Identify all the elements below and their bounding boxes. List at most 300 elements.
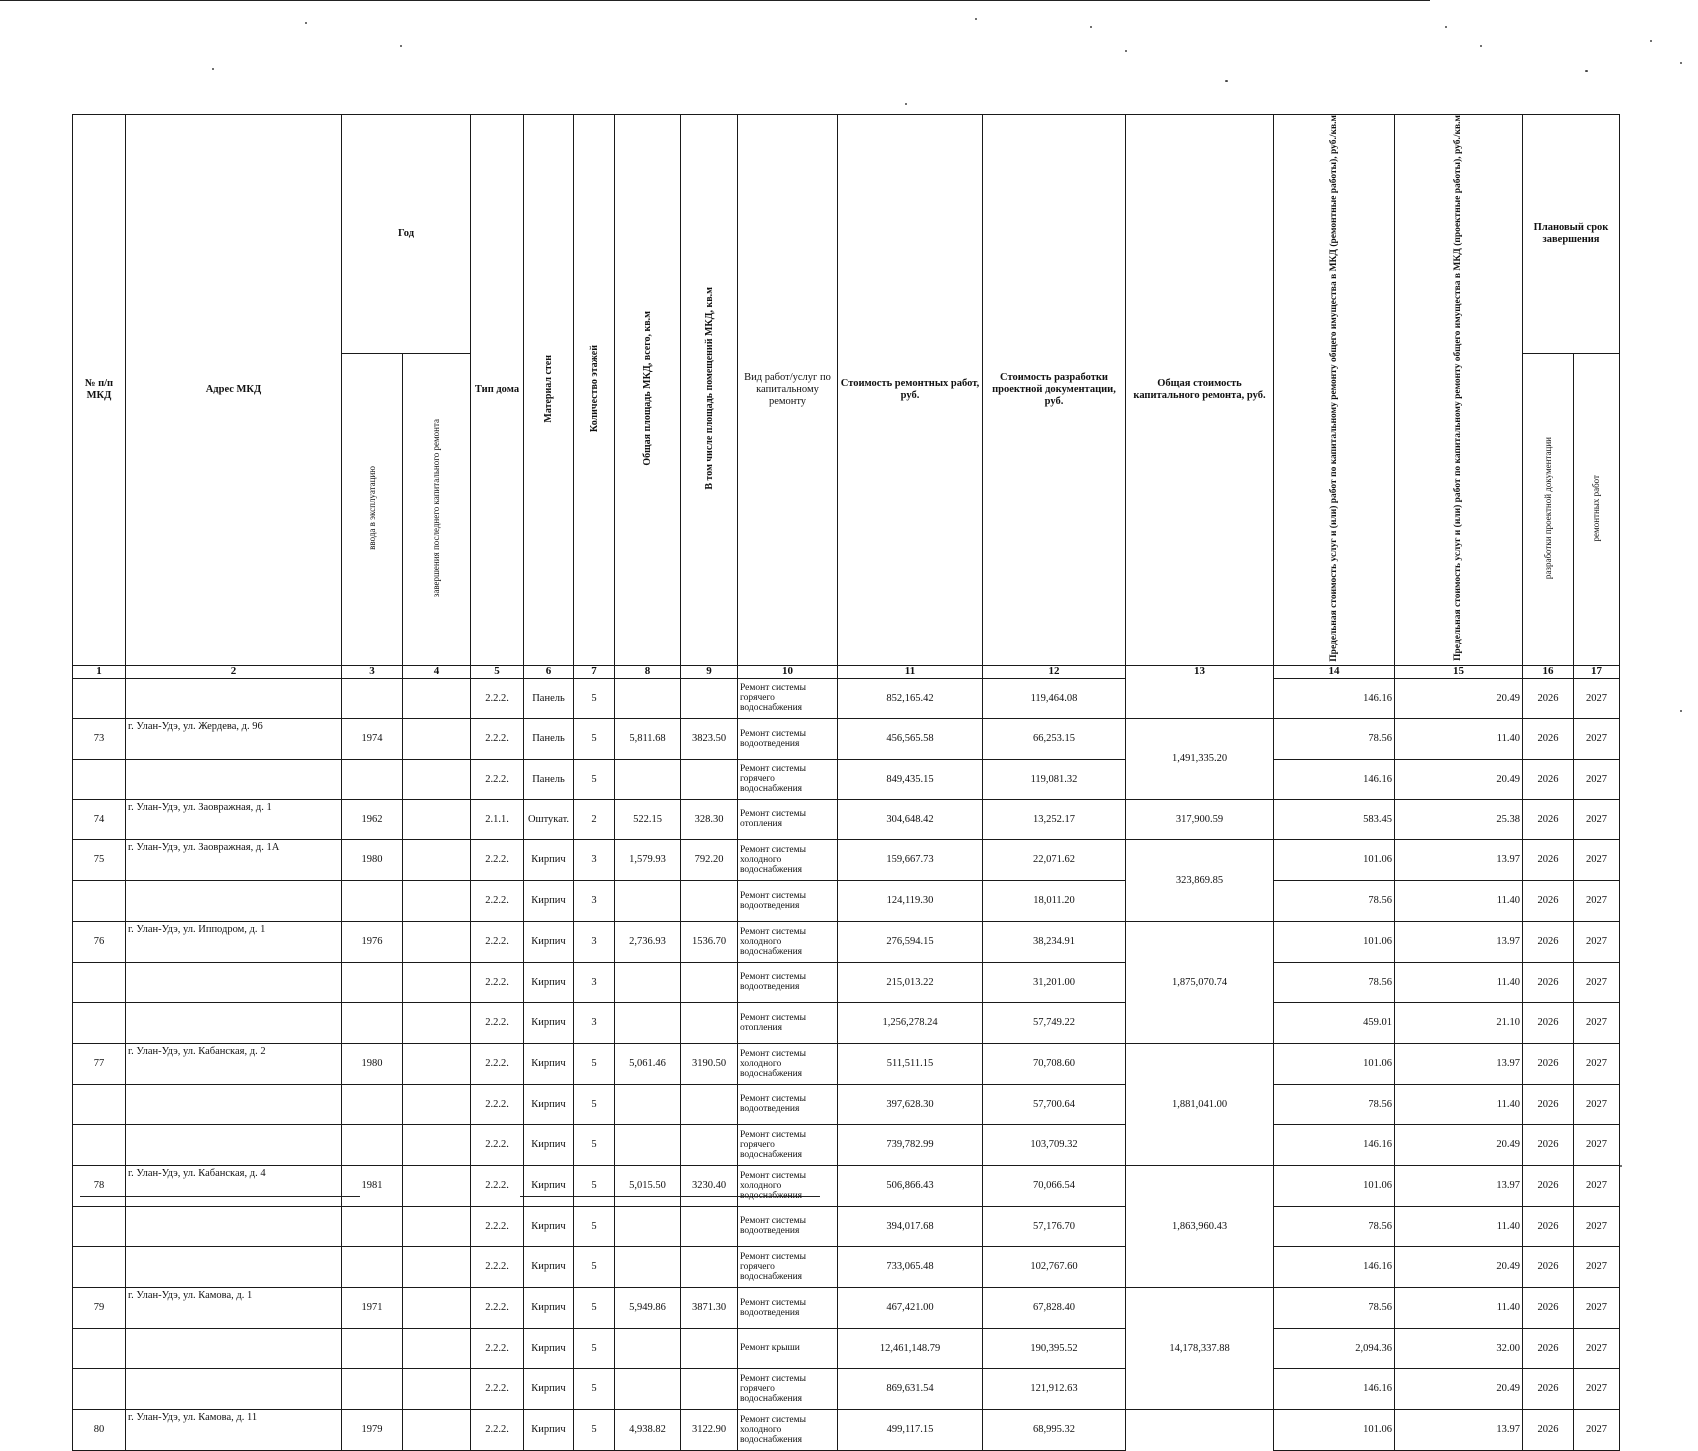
scan-speck [400, 45, 402, 47]
cell-limit-design: 20.49 [1395, 1246, 1523, 1287]
cell-repair-cost: 1,256,278.24 [838, 1002, 983, 1043]
scan-speck [1125, 50, 1127, 52]
cell-year-commissioned: 1962 [342, 799, 403, 839]
cell-house-type: 2.2.2. [471, 718, 524, 759]
cell-limit-design: 11.40 [1395, 962, 1523, 1002]
cell-house-type: 2.2.2. [471, 1328, 524, 1368]
cell-limit-design: 11.40 [1395, 718, 1523, 759]
cell-repair-cost: 739,782.99 [838, 1124, 983, 1165]
cell-wall-material: Кирпич [524, 839, 574, 880]
cell-repair-cost: 499,117.15 [838, 1409, 983, 1450]
index-cell: 5 [471, 665, 524, 678]
cell-repair-cost: 394,017.68 [838, 1206, 983, 1246]
cell-premises-area [681, 759, 738, 799]
cell-floors: 5 [574, 1409, 615, 1450]
cell-repair-cost: 733,065.48 [838, 1246, 983, 1287]
cell-design-cost: 57,176.70 [983, 1206, 1126, 1246]
cell-works-deadline: 2027 [1574, 1043, 1620, 1084]
cell-limit-repair: 101.06 [1274, 1165, 1395, 1206]
cell-year-commissioned [342, 1084, 403, 1124]
cell-limit-design: 11.40 [1395, 1287, 1523, 1328]
col-header-floors [574, 115, 615, 666]
cell-number [73, 1002, 126, 1043]
scan-speck [905, 103, 907, 105]
cell-wall-material: Кирпич [524, 1165, 574, 1206]
cell-limit-repair: 146.16 [1274, 678, 1395, 718]
cell-floors: 5 [574, 1246, 615, 1287]
cell-works-deadline: 2027 [1574, 1409, 1620, 1450]
cell-floors: 3 [574, 839, 615, 880]
header-row [73, 115, 1620, 354]
cell-repair-cost: 467,421.00 [838, 1287, 983, 1328]
cell-last-repair [403, 1328, 471, 1368]
cell-wall-material: Кирпич [524, 1368, 574, 1409]
cell-address [126, 678, 342, 718]
cell-floors: 3 [574, 1002, 615, 1043]
col-subheader-works-deadline-text: ремонтных работ [1591, 474, 1601, 542]
cell-house-type: 2.2.2. [471, 839, 524, 880]
cell-last-repair [403, 1165, 471, 1206]
cell-work-type: Ремонт системы горячего водоснабжения [738, 678, 838, 718]
col-subheader-last-repair-text: завершения последнего капитального ремонта [431, 418, 441, 598]
cell-total-area: 522.15 [615, 799, 681, 839]
cell-last-repair [403, 962, 471, 1002]
cell-design-deadline: 2026 [1523, 1246, 1574, 1287]
cell-floors: 5 [574, 678, 615, 718]
cell-last-repair [403, 1409, 471, 1450]
cell-design-deadline: 2026 [1523, 962, 1574, 1002]
scan-speck [1225, 80, 1228, 82]
cell-works-deadline: 2027 [1574, 921, 1620, 962]
cell-works-deadline: 2027 [1574, 1328, 1620, 1368]
cell-design-cost: 66,253.15 [983, 718, 1126, 759]
cell-year-commissioned: 1980 [342, 839, 403, 880]
cell-wall-material: Кирпич [524, 1328, 574, 1368]
cell-year-commissioned [342, 1206, 403, 1246]
cell-total-area [615, 1206, 681, 1246]
cell-total-area [615, 1368, 681, 1409]
cell-number [73, 1206, 126, 1246]
col-header-limit-repair-text: Предельная стоимость услуг и (или) работ по капитальному ремонту общего имущества в МКД (ремонтные работы), руб./кв.м [1328, 115, 1339, 662]
cell-number [73, 1368, 126, 1409]
cell-house-type: 2.2.2. [471, 1084, 524, 1124]
cell-total-area: 5,949.86 [615, 1287, 681, 1328]
cell-year-commissioned: 1980 [342, 1043, 403, 1084]
cell-floors: 5 [574, 1287, 615, 1328]
cell-floors: 3 [574, 921, 615, 962]
cell-number: 76 [73, 921, 126, 962]
cell-year-commissioned [342, 678, 403, 718]
cell-work-type: Ремонт системы водоотведения [738, 880, 838, 921]
cell-limit-design: 13.97 [1395, 1165, 1523, 1206]
cell-work-type: Ремонт системы холодного водоснабжения [738, 839, 838, 880]
scan-speck [1680, 62, 1682, 64]
cell-premises-area [681, 1206, 738, 1246]
scan-speck [1585, 70, 1588, 72]
col-subheader-design-deadline [1523, 354, 1574, 665]
cell-limit-design: 13.97 [1395, 1409, 1523, 1450]
cell-year-commissioned [342, 880, 403, 921]
cell-year-commissioned [342, 1368, 403, 1409]
cell-design-deadline: 2026 [1523, 1409, 1574, 1450]
cell-premises-area [681, 1368, 738, 1409]
cell-year-commissioned: 1974 [342, 718, 403, 759]
cell-premises-area [681, 962, 738, 1002]
cell-year-commissioned: 1979 [342, 1409, 403, 1450]
cell-last-repair [403, 1206, 471, 1246]
cell-number: 77 [73, 1043, 126, 1084]
index-cell: 3 [342, 665, 403, 678]
cell-last-repair [403, 1084, 471, 1124]
table-row [73, 1246, 1620, 1287]
cell-works-deadline: 2027 [1574, 1368, 1620, 1409]
cell-last-repair [403, 759, 471, 799]
cell-works-deadline: 2027 [1574, 1165, 1620, 1206]
cell-number [73, 880, 126, 921]
cell-house-type: 2.2.2. [471, 1287, 524, 1328]
cell-limit-repair: 78.56 [1274, 718, 1395, 759]
cell-limit-repair: 101.06 [1274, 1409, 1395, 1450]
cell-address [126, 1002, 342, 1043]
cell-house-type: 2.2.2. [471, 880, 524, 921]
cell-year-commissioned [342, 1246, 403, 1287]
cell-design-deadline: 2026 [1523, 759, 1574, 799]
cell-number: 75 [73, 839, 126, 880]
cell-design-cost: 31,201.00 [983, 962, 1126, 1002]
cell-year-commissioned: 1976 [342, 921, 403, 962]
cell-address: г. Улан-Удэ, ул. Кабанская, д. 2 [126, 1043, 342, 1084]
cell-design-deadline: 2026 [1523, 921, 1574, 962]
cell-repair-cost: 869,631.54 [838, 1368, 983, 1409]
cell-total-area [615, 1124, 681, 1165]
cell-number [73, 1084, 126, 1124]
cell-address [126, 1328, 342, 1368]
cell-works-deadline: 2027 [1574, 1002, 1620, 1043]
cell-total-area [615, 759, 681, 799]
cell-repair-cost: 159,667.73 [838, 839, 983, 880]
col-header-limit-design-text: Предельная стоимость услуг и (или) работ по капитальному ремонту общего имущества в МКД (проектные работы), руб./кв.м [1453, 115, 1463, 662]
cell-design-deadline: 2026 [1523, 1002, 1574, 1043]
cell-floors: 5 [574, 1368, 615, 1409]
cell-wall-material: Кирпич [524, 1002, 574, 1043]
table-row [73, 718, 1620, 759]
table-row [73, 1328, 1620, 1368]
cell-last-repair [403, 1043, 471, 1084]
cell-limit-design: 11.40 [1395, 1084, 1523, 1124]
cell-house-type: 2.2.2. [471, 1165, 524, 1206]
col-subheader-commissioned-text: ввода в эксплуатацию [366, 466, 377, 550]
cell-wall-material: Кирпич [524, 1287, 574, 1328]
cell-limit-design: 13.97 [1395, 1043, 1523, 1084]
cell-total-area [615, 1246, 681, 1287]
cell-premises-area: 1536.70 [681, 921, 738, 962]
cell-total-area [615, 678, 681, 718]
scan-speck [1445, 26, 1447, 28]
cell-premises-area: 3823.50 [681, 718, 738, 759]
col-header-total-area [615, 115, 681, 666]
cell-repair-cost: 456,565.58 [838, 718, 983, 759]
cell-premises-area: 792.20 [681, 839, 738, 880]
cell-total-area: 5,015.50 [615, 1165, 681, 1206]
cell-design-deadline: 2026 [1523, 718, 1574, 759]
cell-floors: 5 [574, 1206, 615, 1246]
cell-last-repair [403, 799, 471, 839]
cell-repair-cost: 849,435.15 [838, 759, 983, 799]
cell-wall-material: Кирпич [524, 1409, 574, 1450]
table-row [73, 1368, 1620, 1409]
scan-speck [1680, 710, 1682, 712]
cell-premises-area: 3871.30 [681, 1287, 738, 1328]
cell-limit-design: 11.40 [1395, 1206, 1523, 1246]
index-cell: 8 [615, 665, 681, 678]
cell-design-cost: 121,912.63 [983, 1368, 1126, 1409]
cell-wall-material: Кирпич [524, 1124, 574, 1165]
cell-number [73, 962, 126, 1002]
cell-design-cost: 102,767.60 [983, 1246, 1126, 1287]
index-cell: 1 [73, 665, 126, 678]
cell-work-type: Ремонт системы горячего водоснабжения [738, 1368, 838, 1409]
cell-last-repair [403, 921, 471, 962]
cell-house-type: 2.1.1. [471, 799, 524, 839]
cell-design-deadline: 2026 [1523, 1287, 1574, 1328]
cell-total-area: 2,736.93 [615, 921, 681, 962]
cell-address [126, 1084, 342, 1124]
cell-number [73, 1328, 126, 1368]
table-row [73, 1002, 1620, 1043]
cell-design-cost: 57,700.64 [983, 1084, 1126, 1124]
cell-floors: 5 [574, 1043, 615, 1084]
cell-repair-cost: 124,119.30 [838, 880, 983, 921]
cell-works-deadline: 2027 [1574, 1084, 1620, 1124]
cell-work-type: Ремонт системы водоотведения [738, 1287, 838, 1328]
cell-wall-material: Кирпич [524, 1246, 574, 1287]
cell-year-commissioned [342, 1328, 403, 1368]
table-row [73, 839, 1620, 880]
cell-design-deadline: 2026 [1523, 678, 1574, 718]
cell-number: 79 [73, 1287, 126, 1328]
cell-number: 73 [73, 718, 126, 759]
cell-design-cost: 119,464.08 [983, 678, 1126, 718]
cell-wall-material: Панель [524, 678, 574, 718]
cell-total-area: 1,579.93 [615, 839, 681, 880]
cell-repair-cost: 397,628.30 [838, 1084, 983, 1124]
index-row [73, 665, 1620, 678]
cell-address [126, 880, 342, 921]
col-header-house-type: Тип дома [471, 115, 524, 666]
cell-work-type: Ремонт системы холодного водоснабжения [738, 1165, 838, 1206]
cell-number [73, 759, 126, 799]
cell-works-deadline: 2027 [1574, 718, 1620, 759]
col-subheader-last-repair [403, 354, 471, 665]
cell-wall-material: Кирпич [524, 1206, 574, 1246]
col-subheader-design-deadline-text: разработки проектной документации [1542, 436, 1553, 580]
cell-address [126, 1368, 342, 1409]
cell-limit-repair: 146.16 [1274, 1246, 1395, 1287]
cell-design-deadline: 2026 [1523, 1165, 1574, 1206]
cell-repair-cost: 506,866.43 [838, 1165, 983, 1206]
cell-address: г. Улан-Удэ, ул. Кабанская, д. 4 [126, 1165, 342, 1206]
cell-premises-area: 3122.90 [681, 1409, 738, 1450]
cell-total-area: 5,061.46 [615, 1043, 681, 1084]
cell-house-type: 2.2.2. [471, 921, 524, 962]
cell-floors: 2 [574, 799, 615, 839]
cell-limit-repair: 2,094.36 [1274, 1328, 1395, 1368]
cell-wall-material: Кирпич [524, 962, 574, 1002]
cell-wall-material: Кирпич [524, 921, 574, 962]
cell-premises-area: 3190.50 [681, 1043, 738, 1084]
cell-limit-repair: 78.56 [1274, 1287, 1395, 1328]
cell-wall-material: Панель [524, 718, 574, 759]
cell-limit-repair: 78.56 [1274, 880, 1395, 921]
cell-work-type: Ремонт системы отопления [738, 799, 838, 839]
cell-last-repair [403, 1002, 471, 1043]
col-header-year: Год [342, 115, 471, 354]
cell-design-deadline: 2026 [1523, 799, 1574, 839]
col-header-total-area-text: Общая площадь МКД, всего, кв.м [642, 311, 653, 466]
cell-premises-area [681, 1124, 738, 1165]
table-row [73, 759, 1620, 799]
col-header-design-cost: Стоимость разработки проектной документации, руб. [983, 115, 1126, 666]
cell-works-deadline: 2027 [1574, 839, 1620, 880]
cell-works-deadline: 2027 [1574, 962, 1620, 1002]
cell-limit-design: 21.10 [1395, 1002, 1523, 1043]
cell-limit-design: 20.49 [1395, 678, 1523, 718]
cell-limit-design: 20.49 [1395, 1124, 1523, 1165]
cell-total-cost: 1,875,070.74 [1126, 921, 1274, 1043]
cell-floors: 5 [574, 759, 615, 799]
cell-design-cost: 70,066.54 [983, 1165, 1126, 1206]
cell-works-deadline: 2027 [1574, 759, 1620, 799]
cell-limit-repair: 78.56 [1274, 962, 1395, 1002]
cell-house-type: 2.2.2. [471, 1043, 524, 1084]
cell-address [126, 759, 342, 799]
table-row [73, 1124, 1620, 1165]
cell-design-deadline: 2026 [1523, 880, 1574, 921]
col-header-premises-area [681, 115, 738, 666]
cell-design-deadline: 2026 [1523, 1328, 1574, 1368]
cell-limit-repair: 146.16 [1274, 759, 1395, 799]
cell-number: 74 [73, 799, 126, 839]
cell-design-cost: 57,749.22 [983, 1002, 1126, 1043]
cell-year-commissioned [342, 759, 403, 799]
cell-works-deadline: 2027 [1574, 1246, 1620, 1287]
scan-speck [1480, 45, 1482, 47]
cell-last-repair [403, 1287, 471, 1328]
scan-speck [1090, 26, 1092, 28]
cell-works-deadline: 2027 [1574, 1206, 1620, 1246]
cell-address [126, 1206, 342, 1246]
table-row [73, 880, 1620, 921]
cell-design-cost: 13,252.17 [983, 799, 1126, 839]
cell-design-deadline: 2026 [1523, 1124, 1574, 1165]
cell-floors: 3 [574, 880, 615, 921]
cell-repair-cost: 852,165.42 [838, 678, 983, 718]
cell-design-cost: 70,708.60 [983, 1043, 1126, 1084]
cell-total-area [615, 962, 681, 1002]
cell-works-deadline: 2027 [1574, 799, 1620, 839]
cell-last-repair [403, 1368, 471, 1409]
cell-year-commissioned [342, 962, 403, 1002]
cell-total-cost: 317,900.59 [1126, 799, 1274, 839]
scan-speck [1650, 40, 1652, 42]
table-row [73, 678, 1620, 718]
cell-house-type: 2.2.2. [471, 1124, 524, 1165]
cell-year-commissioned: 1971 [342, 1287, 403, 1328]
cell-limit-design: 11.40 [1395, 880, 1523, 921]
cell-premises-area [681, 1002, 738, 1043]
cell-house-type: 2.2.2. [471, 1368, 524, 1409]
cell-total-area [615, 1328, 681, 1368]
cell-wall-material: Кирпич [524, 880, 574, 921]
cell-last-repair [403, 718, 471, 759]
cell-design-deadline: 2026 [1523, 1043, 1574, 1084]
cell-design-cost: 103,709.32 [983, 1124, 1126, 1165]
index-cell: 2 [126, 665, 342, 678]
cell-floors: 5 [574, 1124, 615, 1165]
index-cell: 17 [1574, 665, 1620, 678]
cell-total-cost: 1,863,960.43 [1126, 1165, 1274, 1287]
index-cell: 4 [403, 665, 471, 678]
cell-floors: 5 [574, 1165, 615, 1206]
cell-address [126, 962, 342, 1002]
cell-limit-repair: 101.06 [1274, 839, 1395, 880]
cell-premises-area [681, 678, 738, 718]
cell-total-area [615, 1084, 681, 1124]
cell-limit-design: 13.97 [1395, 921, 1523, 962]
scan-speck [975, 18, 977, 20]
index-cell: 11 [838, 665, 983, 678]
scan-speck [212, 68, 214, 70]
cell-limit-repair: 78.56 [1274, 1084, 1395, 1124]
index-cell: 16 [1523, 665, 1574, 678]
cell-design-deadline: 2026 [1523, 1368, 1574, 1409]
cell-design-cost: 68,995.32 [983, 1409, 1126, 1450]
cell-house-type: 2.2.2. [471, 1002, 524, 1043]
cell-total-cost [1126, 1409, 1274, 1450]
cell-premises-area [681, 1328, 738, 1368]
scan-speck [305, 22, 307, 24]
index-cell: 9 [681, 665, 738, 678]
table-row [73, 799, 1620, 839]
cell-limit-design: 25.38 [1395, 799, 1523, 839]
index-cell: 15 [1395, 665, 1523, 678]
col-header-total-cost: Общая стоимость капитального ремонта, руб. [1126, 115, 1274, 666]
cell-house-type: 2.2.2. [471, 962, 524, 1002]
cell-house-type: 2.2.2. [471, 678, 524, 718]
cell-design-deadline: 2026 [1523, 1206, 1574, 1246]
cell-address [126, 1246, 342, 1287]
table-row [73, 1165, 1620, 1206]
table-row [73, 1043, 1620, 1084]
cell-floors: 5 [574, 1328, 615, 1368]
table-row [73, 921, 1620, 962]
cell-total-area [615, 880, 681, 921]
cell-design-cost: 38,234.91 [983, 921, 1126, 962]
cell-repair-cost: 276,594.15 [838, 921, 983, 962]
cell-total-cost: 1,881,041.00 [1126, 1043, 1274, 1165]
cell-repair-cost: 511,511.15 [838, 1043, 983, 1084]
cell-floors: 5 [574, 718, 615, 759]
cell-limit-design: 20.49 [1395, 1368, 1523, 1409]
cell-address: г. Улан-Удэ, ул. Заовражная, д. 1 [126, 799, 342, 839]
cell-total-cost: 323,869.85 [1126, 839, 1274, 921]
cell-number [73, 678, 126, 718]
cell-total-cost: 1,491,335.20 [1126, 718, 1274, 799]
cell-repair-cost: 215,013.22 [838, 962, 983, 1002]
table-row [73, 1409, 1620, 1450]
cell-total-area: 5,811.68 [615, 718, 681, 759]
col-header-work-type: Вид работ/услуг по капитальному ремонту [738, 115, 838, 666]
